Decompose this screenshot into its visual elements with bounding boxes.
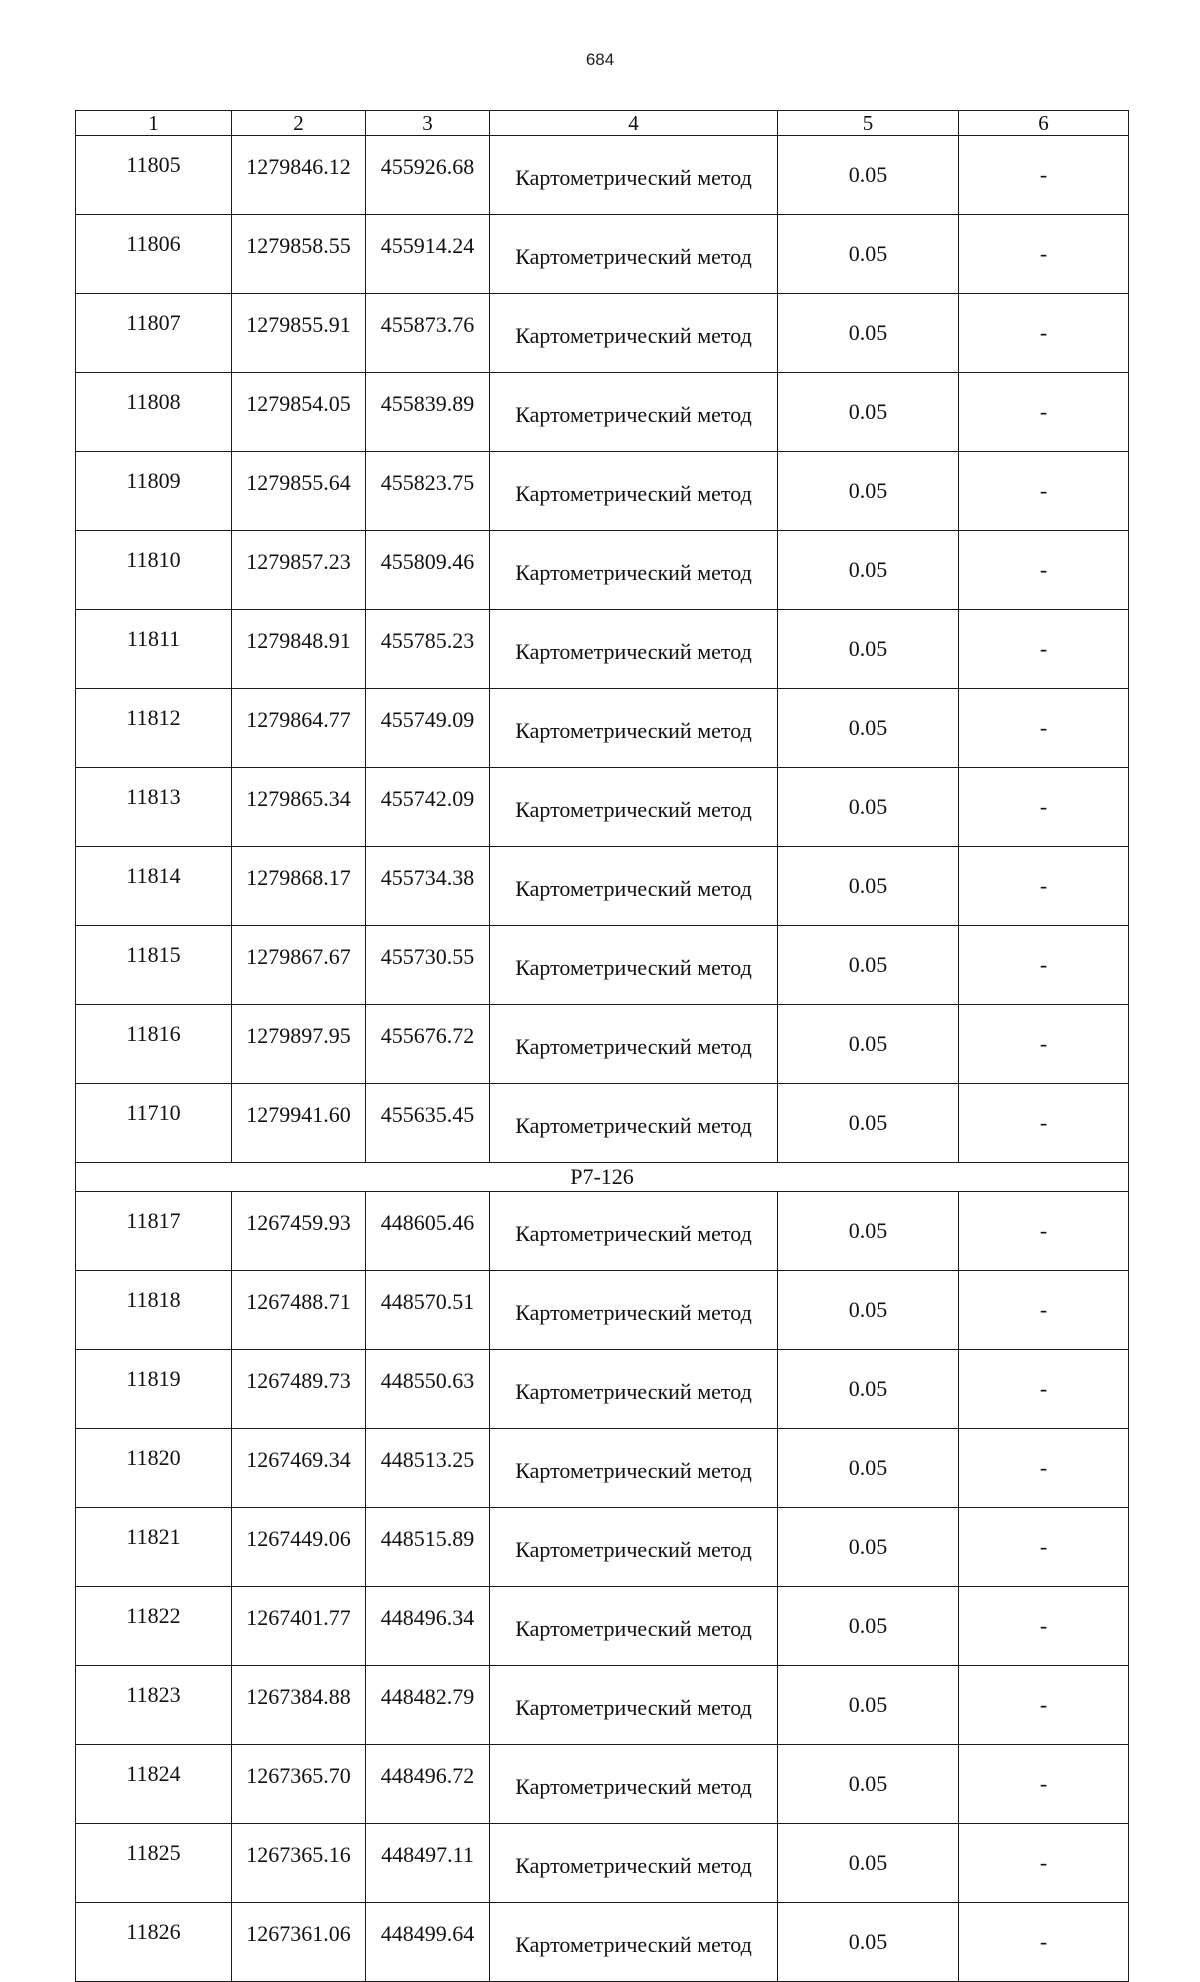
table-row	[76, 136, 1129, 215]
accuracy-cell: 0.05	[778, 1508, 959, 1587]
x-coordinate-cell: 1267365.70	[232, 1745, 366, 1824]
note-cell: -	[959, 689, 1129, 768]
point-number-cell: 11816	[76, 1005, 232, 1084]
point-number-cell: 11821	[76, 1508, 232, 1587]
accuracy-cell: 0.05	[778, 1745, 959, 1824]
coordinates-table-body	[76, 111, 1129, 1982]
note-cell: -	[959, 847, 1129, 926]
y-coordinate-cell: 455749.09	[366, 689, 490, 768]
accuracy-cell: 0.05	[778, 1271, 959, 1350]
accuracy-cell: 0.05	[778, 847, 959, 926]
method-cell: Картометрический метод	[490, 1350, 778, 1429]
point-number-cell: 11826	[76, 1903, 232, 1982]
method-cell: Картометрический метод	[490, 610, 778, 689]
method-cell: Картометрический метод	[490, 452, 778, 531]
note-cell: -	[959, 1429, 1129, 1508]
point-number-cell: 11710	[76, 1084, 232, 1163]
y-coordinate-cell: 448496.72	[366, 1745, 490, 1824]
note-cell: -	[959, 1903, 1129, 1982]
accuracy-cell: 0.05	[778, 136, 959, 215]
y-coordinate-cell: 448496.34	[366, 1587, 490, 1666]
column-header-4: 4	[490, 111, 778, 136]
note-cell: -	[959, 215, 1129, 294]
method-cell: Картометрический метод	[490, 136, 778, 215]
note-cell: -	[959, 373, 1129, 452]
note-cell: -	[959, 1666, 1129, 1745]
accuracy-cell: 0.05	[778, 1084, 959, 1163]
method-cell: Картометрический метод	[490, 215, 778, 294]
y-coordinate-cell: 455730.55	[366, 926, 490, 1005]
accuracy-cell: 0.05	[778, 1429, 959, 1508]
method-cell: Картометрический метод	[490, 1666, 778, 1745]
x-coordinate-cell: 1267459.93	[232, 1192, 366, 1271]
x-coordinate-cell: 1267488.71	[232, 1271, 366, 1350]
page-number: 684	[585, 50, 615, 69]
table-row	[76, 1903, 1129, 1982]
x-coordinate-cell: 1267384.88	[232, 1666, 366, 1745]
y-coordinate-cell: 448605.46	[366, 1192, 490, 1271]
table-row	[76, 294, 1129, 373]
method-cell: Картометрический метод	[490, 1084, 778, 1163]
accuracy-cell: 0.05	[778, 1587, 959, 1666]
method-cell: Картометрический метод	[490, 531, 778, 610]
table-row	[76, 1508, 1129, 1587]
point-number-cell: 11818	[76, 1271, 232, 1350]
x-coordinate-cell: 1279865.34	[232, 768, 366, 847]
accuracy-cell: 0.05	[778, 294, 959, 373]
x-coordinate-cell: 1279846.12	[232, 136, 366, 215]
point-number-cell: 11815	[76, 926, 232, 1005]
accuracy-cell: 0.05	[778, 452, 959, 531]
method-cell: Картометрический метод	[490, 1508, 778, 1587]
point-number-cell: 11806	[76, 215, 232, 294]
method-cell: Картометрический метод	[490, 1587, 778, 1666]
table-row	[76, 215, 1129, 294]
x-coordinate-cell: 1279858.55	[232, 215, 366, 294]
note-cell: -	[959, 1271, 1129, 1350]
y-coordinate-cell: 455839.89	[366, 373, 490, 452]
y-coordinate-cell: 455742.09	[366, 768, 490, 847]
method-cell: Картометрический метод	[490, 1824, 778, 1903]
accuracy-cell: 0.05	[778, 768, 959, 847]
method-cell: Картометрический метод	[490, 1745, 778, 1824]
accuracy-cell: 0.05	[778, 1666, 959, 1745]
point-number-cell: 11813	[76, 768, 232, 847]
point-number-cell: 11811	[76, 610, 232, 689]
point-number-cell: 11823	[76, 1666, 232, 1745]
y-coordinate-cell: 455734.38	[366, 847, 490, 926]
method-cell: Картометрический метод	[490, 1005, 778, 1084]
x-coordinate-cell: 1279867.67	[232, 926, 366, 1005]
y-coordinate-cell: 448570.51	[366, 1271, 490, 1350]
accuracy-cell: 0.05	[778, 689, 959, 768]
x-coordinate-cell: 1267365.16	[232, 1824, 366, 1903]
accuracy-cell: 0.05	[778, 1350, 959, 1429]
x-coordinate-cell: 1267361.06	[232, 1903, 366, 1982]
note-cell: -	[959, 1587, 1129, 1666]
table-row	[76, 1824, 1129, 1903]
column-header-3: 3	[366, 111, 490, 136]
method-cell: Картометрический метод	[490, 926, 778, 1005]
table-row	[76, 1587, 1129, 1666]
note-cell: -	[959, 531, 1129, 610]
x-coordinate-cell: 1267489.73	[232, 1350, 366, 1429]
note-cell: -	[959, 768, 1129, 847]
y-coordinate-cell: 448499.64	[366, 1903, 490, 1982]
method-cell: Картометрический метод	[490, 768, 778, 847]
x-coordinate-cell: 1279854.05	[232, 373, 366, 452]
method-cell: Картометрический метод	[490, 689, 778, 768]
table-row	[76, 1005, 1129, 1084]
table-row	[76, 689, 1129, 768]
point-number-cell: 11820	[76, 1429, 232, 1508]
x-coordinate-cell: 1279855.64	[232, 452, 366, 531]
point-number-cell: 11809	[76, 452, 232, 531]
note-cell: -	[959, 1745, 1129, 1824]
note-cell: -	[959, 452, 1129, 531]
note-cell: -	[959, 294, 1129, 373]
accuracy-cell: 0.05	[778, 1005, 959, 1084]
note-cell: -	[959, 926, 1129, 1005]
column-header-2: 2	[232, 111, 366, 136]
table-row	[76, 1745, 1129, 1824]
accuracy-cell: 0.05	[778, 1903, 959, 1982]
y-coordinate-cell: 448482.79	[366, 1666, 490, 1745]
table-row	[76, 1666, 1129, 1745]
table-row	[76, 768, 1129, 847]
method-cell: Картометрический метод	[490, 1192, 778, 1271]
y-coordinate-cell: 455809.46	[366, 531, 490, 610]
x-coordinate-cell: 1279848.91	[232, 610, 366, 689]
y-coordinate-cell: 448513.25	[366, 1429, 490, 1508]
column-header-6: 6	[959, 111, 1129, 136]
point-number-cell: 11825	[76, 1824, 232, 1903]
y-coordinate-cell: 455785.23	[366, 610, 490, 689]
table-row	[76, 847, 1129, 926]
table-row	[76, 1271, 1129, 1350]
x-coordinate-cell: 1279941.60	[232, 1084, 366, 1163]
method-cell: Картометрический метод	[490, 373, 778, 452]
note-cell: -	[959, 1350, 1129, 1429]
accuracy-cell: 0.05	[778, 1824, 959, 1903]
y-coordinate-cell: 455873.76	[366, 294, 490, 373]
accuracy-cell: 0.05	[778, 1192, 959, 1271]
point-number-cell: 11808	[76, 373, 232, 452]
x-coordinate-cell: 1279868.17	[232, 847, 366, 926]
note-cell: -	[959, 1508, 1129, 1587]
note-cell: -	[959, 1192, 1129, 1271]
method-cell: Картометрический метод	[490, 1271, 778, 1350]
y-coordinate-cell: 448515.89	[366, 1508, 490, 1587]
note-cell: -	[959, 1084, 1129, 1163]
method-cell: Картометрический метод	[490, 1903, 778, 1982]
point-number-cell: 11812	[76, 689, 232, 768]
point-number-cell: 11819	[76, 1350, 232, 1429]
x-coordinate-cell: 1267449.06	[232, 1508, 366, 1587]
y-coordinate-cell: 455914.24	[366, 215, 490, 294]
point-number-cell: 11822	[76, 1587, 232, 1666]
accuracy-cell: 0.05	[778, 215, 959, 294]
y-coordinate-cell: 448497.11	[366, 1824, 490, 1903]
method-cell: Картометрический метод	[490, 294, 778, 373]
x-coordinate-cell: 1267469.34	[232, 1429, 366, 1508]
table-row	[76, 1192, 1129, 1271]
point-number-cell: 11810	[76, 531, 232, 610]
table-row	[76, 1429, 1129, 1508]
point-number-cell: 11814	[76, 847, 232, 926]
table-row	[76, 373, 1129, 452]
table-row	[76, 926, 1129, 1005]
method-cell: Картометрический метод	[490, 847, 778, 926]
note-cell: -	[959, 610, 1129, 689]
point-number-cell: 11824	[76, 1745, 232, 1824]
accuracy-cell: 0.05	[778, 926, 959, 1005]
y-coordinate-cell: 448550.63	[366, 1350, 490, 1429]
table-row	[76, 1084, 1129, 1163]
accuracy-cell: 0.05	[778, 610, 959, 689]
y-coordinate-cell: 455823.75	[366, 452, 490, 531]
y-coordinate-cell: 455676.72	[366, 1005, 490, 1084]
point-number-cell: 11807	[76, 294, 232, 373]
table-row	[76, 531, 1129, 610]
x-coordinate-cell: 1279897.95	[232, 1005, 366, 1084]
column-header-5: 5	[778, 111, 959, 136]
section-title-row	[76, 1163, 1129, 1192]
section-title: Р7-126	[76, 1163, 1129, 1192]
note-cell: -	[959, 136, 1129, 215]
y-coordinate-cell: 455926.68	[366, 136, 490, 215]
table-row	[76, 452, 1129, 531]
table-row	[76, 1350, 1129, 1429]
x-coordinate-cell: 1279855.91	[232, 294, 366, 373]
column-header-1: 1	[76, 111, 232, 136]
point-number-cell: 11817	[76, 1192, 232, 1271]
point-number-cell: 11805	[76, 136, 232, 215]
coordinates-table	[75, 110, 1129, 1982]
accuracy-cell: 0.05	[778, 373, 959, 452]
y-coordinate-cell: 455635.45	[366, 1084, 490, 1163]
table-row	[76, 610, 1129, 689]
note-cell: -	[959, 1005, 1129, 1084]
column-number-header-row	[76, 111, 1129, 136]
note-cell: -	[959, 1824, 1129, 1903]
x-coordinate-cell: 1279864.77	[232, 689, 366, 768]
x-coordinate-cell: 1267401.77	[232, 1587, 366, 1666]
accuracy-cell: 0.05	[778, 531, 959, 610]
method-cell: Картометрический метод	[490, 1429, 778, 1508]
x-coordinate-cell: 1279857.23	[232, 531, 366, 610]
